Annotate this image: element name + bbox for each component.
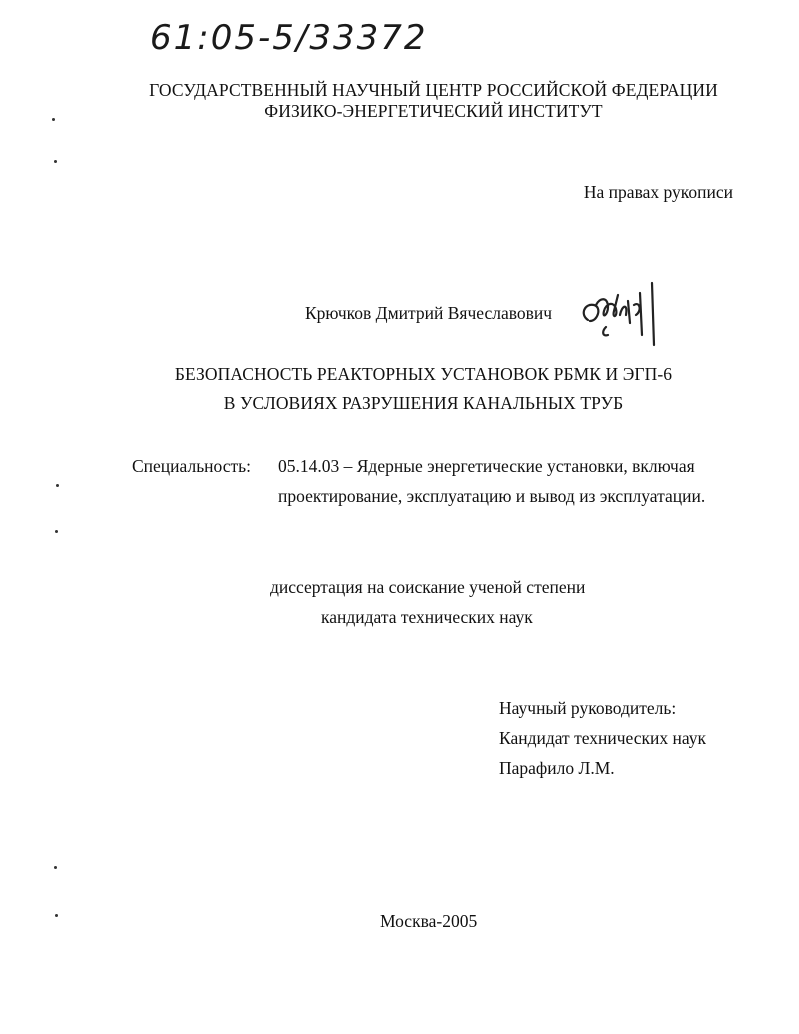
degree-line2: кандидата технических наук xyxy=(321,607,533,627)
archive-number: 61:05-5/33372 xyxy=(150,18,428,58)
speciality-description: проектирование, эксплуатацию и вывод из эксплуатации. xyxy=(278,486,706,506)
degree-line1: диссертация на соискание ученой степени xyxy=(270,577,586,597)
scan-speck xyxy=(55,530,58,533)
author-name: Крючков Дмитрий Вячеславович xyxy=(305,303,553,323)
institute-name: ФИЗИКО-ЭНЕРГЕТИЧЕСКИЙ ИНСТИТУТ xyxy=(264,101,603,121)
city-year: Москва-2005 xyxy=(380,911,478,931)
speciality-label: Специальность: xyxy=(132,456,251,476)
supervisor-name: Парафило Л.М. xyxy=(499,758,615,778)
supervisor-label: Научный руководитель: xyxy=(499,698,677,718)
signature-image xyxy=(578,275,668,355)
dissertation-title-line2: В УСЛОВИЯХ РАЗРУШЕНИЯ КАНАЛЬНЫХ ТРУБ xyxy=(223,393,624,413)
speciality-code: 05.14.03 – Ядерные энергетические установки, включая xyxy=(278,456,695,476)
supervisor-degree: Кандидат технических наук xyxy=(499,728,707,748)
organization-name: ГОСУДАРСТВЕННЫЙ НАУЧНЫЙ ЦЕНТР РОССИЙСКОЙ ФЕДЕРАЦИИ xyxy=(149,80,718,100)
scan-speck xyxy=(54,160,57,163)
scan-speck xyxy=(54,866,57,869)
manuscript-rights: На правах рукописи xyxy=(583,182,733,202)
dissertation-title-line1: БЕЗОПАСНОСТЬ РЕАКТОРНЫХ УСТАНОВОК РБМК И ЭГП-6 xyxy=(174,364,673,384)
scan-speck xyxy=(55,914,58,917)
scan-speck xyxy=(52,118,55,121)
scan-speck xyxy=(56,484,59,487)
